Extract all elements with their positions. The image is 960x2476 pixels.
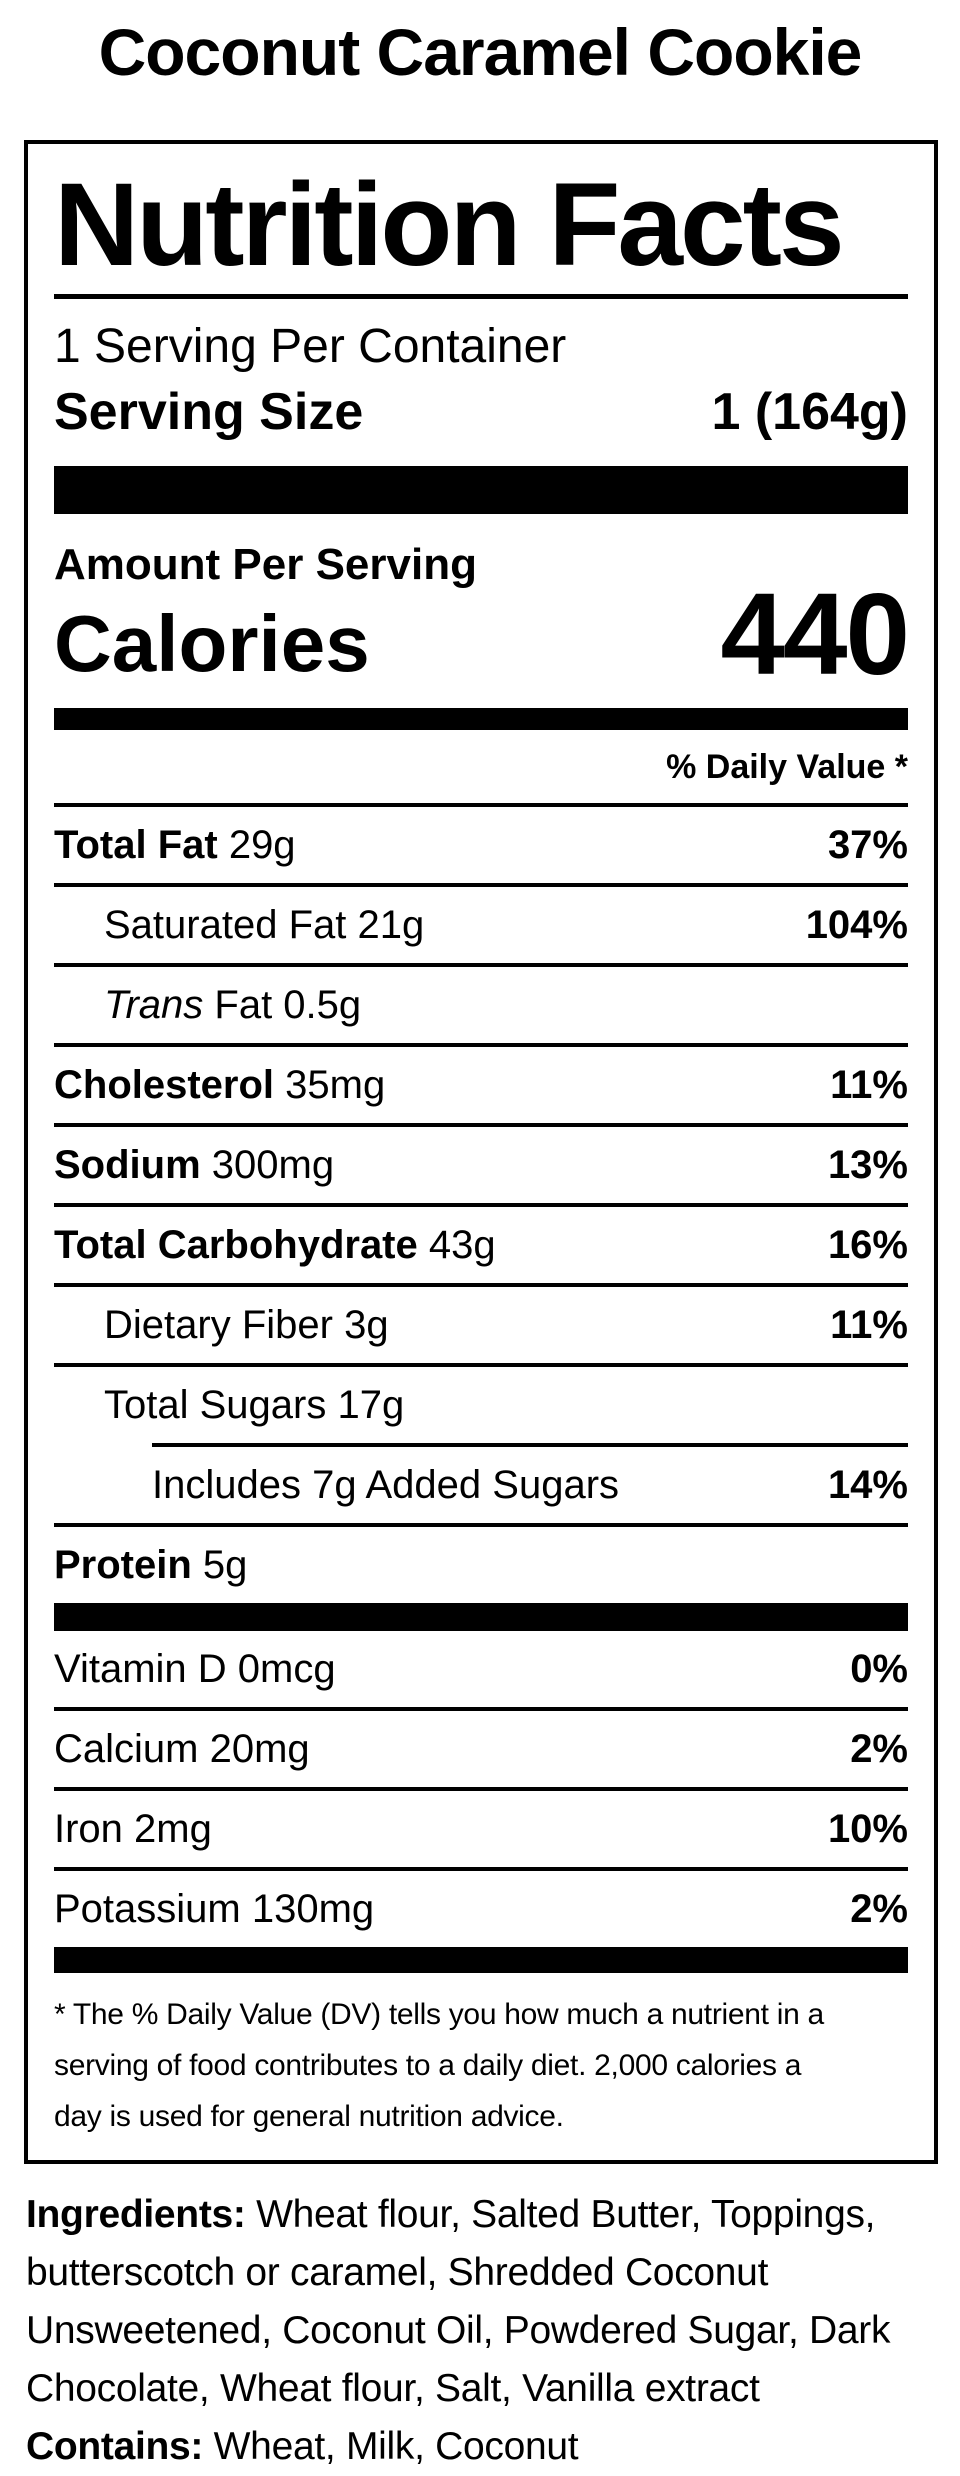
- nutrient-amount: 20mg: [198, 1727, 310, 1772]
- contains: [26, 2418, 934, 2476]
- nutrient-name: Sodium: [54, 1143, 201, 1188]
- nutrient-row: [54, 1367, 908, 1443]
- nutrient-name-and-amount: [54, 1143, 334, 1188]
- nutrient-name-and-amount: [54, 1223, 496, 1268]
- nutrient-amount: 0mcg: [226, 1647, 336, 1692]
- nutrient-daily-value: 0%: [850, 1647, 908, 1692]
- nutrient-name-and-amount: [54, 823, 296, 868]
- nutrient-name: Iron: [54, 1807, 123, 1852]
- nutrient-row: [54, 1631, 908, 1707]
- nutrient-row: [54, 1207, 908, 1283]
- nutrient-amount: 130mg: [240, 1887, 375, 1932]
- nutrition-facts-title: Nutrition Facts: [54, 159, 842, 291]
- serving-size-row: [54, 382, 908, 442]
- section-bar-medium: [54, 708, 908, 730]
- nutrient-name: Total Sugars: [104, 1383, 327, 1428]
- nutrient-daily-value: 16%: [827, 1223, 908, 1268]
- nutrient-daily-value: 13%: [827, 1143, 908, 1188]
- nutrient-name: Calcium: [54, 1727, 199, 1772]
- nutrient-name-and-amount: [54, 1383, 404, 1428]
- nutrient-amount: 43g: [417, 1223, 496, 1268]
- nutrient-name-and-amount: [54, 903, 424, 948]
- nutrient-name-and-amount: [54, 983, 361, 1028]
- nutrient-row: [54, 967, 908, 1043]
- nutrient-amount: 3g: [332, 1303, 389, 1348]
- nutrient-amount: 35mg: [274, 1063, 386, 1108]
- nutrient-name: Total Fat: [54, 823, 218, 868]
- nutrient-name: Saturated Fat: [104, 903, 347, 948]
- nutrient-name: Vitamin D: [54, 1647, 227, 1692]
- serving-size-label: Serving Size: [54, 383, 364, 441]
- contains-text: Wheat, Milk, Coconut: [213, 2425, 579, 2469]
- page-title: Coconut Caramel Cookie: [98, 15, 862, 89]
- daily-value-header: % Daily Value *: [666, 748, 908, 787]
- amount-per-serving: Amount Per Serving: [54, 540, 477, 589]
- micronutrient-rows: [54, 1631, 908, 1947]
- nutrient-row: [54, 1127, 908, 1203]
- nutrient-daily-value: 14%: [827, 1463, 908, 1508]
- nutrient-name-and-amount: [54, 1887, 374, 1932]
- nutrient-daily-value: 104%: [805, 903, 908, 948]
- nutrient-name-and-amount: [54, 1647, 336, 1692]
- nutrient-name: Trans: [104, 983, 204, 1028]
- nutrient-row: [54, 1711, 908, 1787]
- calories-label: Calories: [54, 599, 370, 689]
- nutrient-name-and-amount: [54, 1727, 310, 1772]
- nutrient-rows: [54, 807, 908, 1603]
- nutrient-daily-value: 10%: [827, 1807, 908, 1852]
- nutrient-amount: 2mg: [122, 1807, 212, 1852]
- contains-label: Contains:: [26, 2425, 204, 2469]
- nutrient-name: Dietary Fiber: [104, 1303, 333, 1348]
- section-bar-protein: [54, 1603, 908, 1631]
- calories-row: [54, 569, 908, 699]
- nutrient-row: [54, 1047, 908, 1123]
- nutrient-row: [54, 807, 908, 883]
- nutrient-name: Potassium: [54, 1887, 241, 1932]
- nutrient-amount: 17g: [326, 1383, 405, 1428]
- nutrient-name: Total Carbohydrate: [54, 1223, 418, 1268]
- nutrient-row: [54, 1791, 908, 1867]
- nutrient-amount: Fat 0.5g: [203, 983, 362, 1028]
- nutrition-label: [24, 140, 938, 2164]
- servings-per-container: 1 Serving Per Container: [54, 320, 567, 373]
- nutrient-name: Includes 7g Added Sugars: [152, 1463, 620, 1508]
- nutrient-name-and-amount: [54, 1543, 247, 1588]
- nutrient-name-and-amount: [54, 1807, 212, 1852]
- nutrient-amount: 29g: [217, 823, 296, 868]
- section-bar-micronutrients: [54, 1947, 908, 1973]
- nutrient-daily-value: 11%: [830, 1303, 908, 1348]
- nutrient-daily-value: 11%: [830, 1063, 908, 1108]
- nutrient-name-and-amount: [54, 1303, 389, 1348]
- nutrient-name: Cholesterol: [54, 1063, 275, 1108]
- nutrient-amount: 21g: [346, 903, 425, 948]
- nutrient-row: [54, 1871, 908, 1947]
- nutrient-row: [54, 1447, 908, 1523]
- footnote: * The % Daily Value (DV) tells you how much a nutrient in a serving of food contributes to a daily diet. 2,000 calories a day is used for general nutrition advice.: [54, 1998, 824, 2134]
- nutrient-amount: 300mg: [200, 1143, 335, 1188]
- header-rule: [54, 294, 908, 299]
- nutrient-daily-value: 2%: [850, 1727, 908, 1772]
- section-bar-thick: [54, 466, 908, 514]
- nutrient-row: [54, 1527, 908, 1603]
- nutrient-name-and-amount: [54, 1063, 385, 1108]
- nutrient-name-and-amount: [54, 1463, 619, 1508]
- nutrient-daily-value: 2%: [850, 1887, 908, 1932]
- nutrient-row: [54, 1287, 908, 1363]
- serving-size-value: 1 (164g): [711, 383, 908, 441]
- ingredients-label: Ingredients:: [26, 2193, 246, 2237]
- nutrient-daily-value: 37%: [827, 823, 908, 868]
- nutrient-amount: 5g: [191, 1543, 248, 1588]
- nutrient-name: Protein: [54, 1543, 192, 1588]
- calories-value: 440: [720, 569, 908, 699]
- ingredients: Ingredients: Wheat flour, Salted Butter, Toppings, butterscotch or caramel, Shredded Coconut Unsweetened, Coconut Oil, Powdered Sugar, Dark Chocolate, Wheat flour, Salt, Vanilla extract: [26, 2193, 891, 2411]
- nutrient-row: [54, 887, 908, 963]
